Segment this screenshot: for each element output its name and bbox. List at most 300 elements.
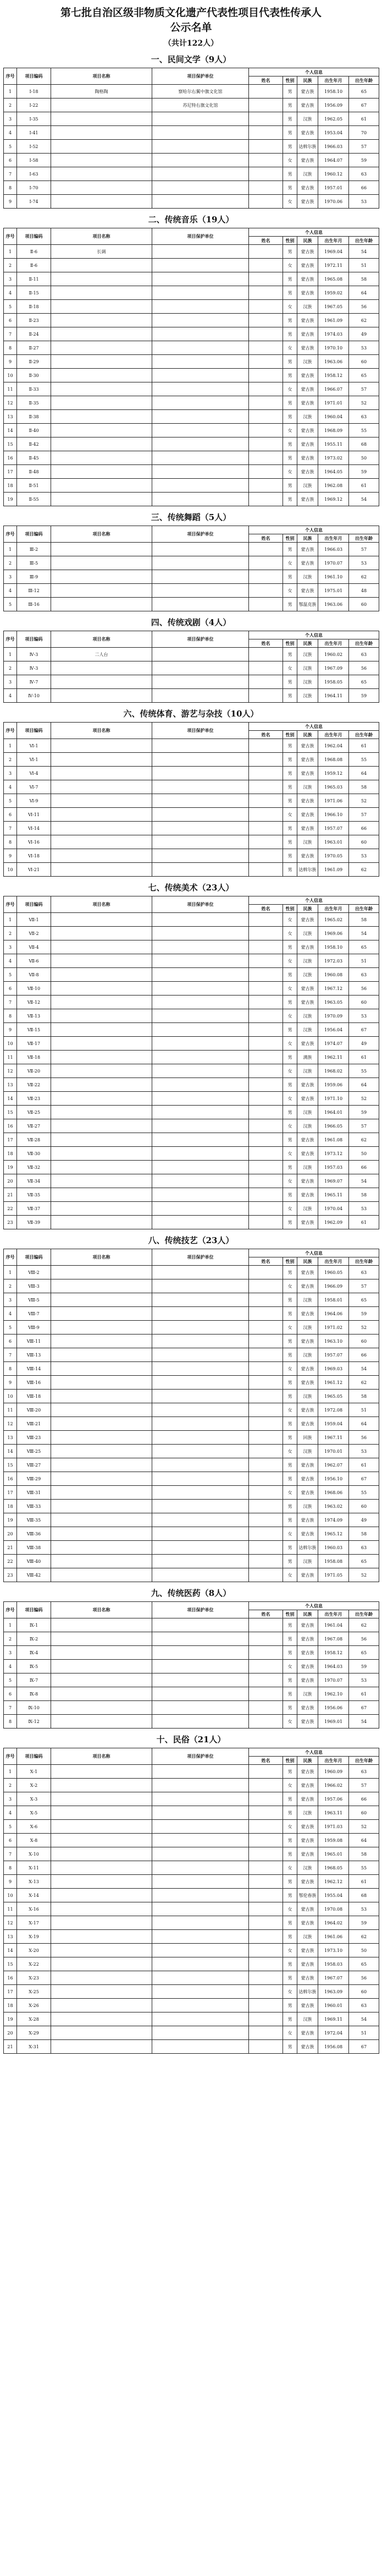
cell-no: 21: [4, 1541, 17, 1555]
cell-name: [249, 195, 283, 209]
table-row: [4, 369, 379, 382]
table-row: [4, 780, 379, 794]
cell-no: 18: [4, 1147, 17, 1161]
cell-gender: 男: [283, 1458, 297, 1472]
cell-project: [51, 1555, 152, 1568]
header-name: 姓名: [249, 1257, 283, 1266]
cell-birth: 1966.10: [318, 808, 349, 822]
cell-no: 7: [4, 167, 17, 181]
cell-birth: 1970.07: [318, 556, 349, 570]
cell-gender: 男: [283, 167, 297, 181]
cell-no: 6: [4, 1834, 17, 1847]
cell-gender: 男: [283, 2040, 297, 2054]
cell-name: [249, 112, 283, 126]
cell-birth: 1957.01: [318, 181, 349, 195]
cell-age: 51: [349, 259, 379, 272]
cell-birth: 1962.10: [318, 1687, 349, 1701]
cell-name: [249, 1376, 283, 1390]
cell-gender: 男: [283, 940, 297, 954]
cell-unit: [152, 808, 249, 822]
cell-unit: [152, 543, 249, 556]
header-unit: 项目保护单位: [152, 1249, 249, 1266]
cell-no: 19: [4, 1161, 17, 1174]
cell-age: 53: [349, 556, 379, 570]
header-ethnic: 民族: [297, 534, 318, 543]
header-birth: 出生年月: [318, 1610, 349, 1618]
table-row: [4, 927, 379, 940]
cell-unit: [152, 1568, 249, 1582]
cell-name: [249, 479, 283, 493]
cell-project: [51, 689, 152, 703]
table-row: [4, 1092, 379, 1106]
cell-unit: [152, 1875, 249, 1889]
cell-name: [249, 1715, 283, 1729]
table-row: [4, 913, 379, 927]
cell-unit: [152, 355, 249, 369]
table-row: [4, 598, 379, 611]
cell-code: Ⅶ-10: [17, 982, 51, 996]
table-row: [4, 1335, 379, 1348]
cell-name: [249, 1618, 283, 1632]
cell-gender: 女: [283, 982, 297, 996]
cell-code: Ⅷ-9: [17, 1321, 51, 1335]
cell-age: 62: [349, 1376, 379, 1390]
header-age: 出生年龄: [349, 237, 379, 245]
cell-age: 62: [349, 1133, 379, 1147]
cell-ethnic: 蒙古族: [297, 940, 318, 954]
cell-ethnic: 蒙古族: [297, 1279, 318, 1293]
header-project: 项目名称: [51, 526, 152, 543]
cell-age: 64: [349, 1417, 379, 1431]
cell-code: Ⅹ-11: [17, 1861, 51, 1875]
cell-age: 64: [349, 1078, 379, 1092]
cell-unit: [152, 835, 249, 849]
cell-project: [51, 1834, 152, 1847]
cell-project: [51, 1660, 152, 1673]
cell-age: 63: [349, 410, 379, 424]
cell-no: 19: [4, 493, 17, 506]
cell-name: [249, 689, 283, 703]
cell-gender: 男: [283, 1930, 297, 1944]
cell-project: [51, 1174, 152, 1188]
cell-name: [249, 1806, 283, 1820]
table-row: [4, 1902, 379, 1916]
table-row: [4, 99, 379, 112]
cell-ethnic: 汉族: [297, 675, 318, 689]
cell-unit: [152, 1119, 249, 1133]
cell-no: 5: [4, 598, 17, 611]
cell-ethnic: 汉族: [297, 1390, 318, 1403]
cell-ethnic: 汉族: [297, 1930, 318, 1944]
cell-code: Ⅶ-13: [17, 1009, 51, 1023]
table-row: [4, 675, 379, 689]
cell-no: 20: [4, 1527, 17, 1541]
cell-no: 2: [4, 99, 17, 112]
cell-code: Ⅳ-7: [17, 675, 51, 689]
cell-age: 53: [349, 1445, 379, 1458]
cell-no: 1: [4, 1618, 17, 1632]
cell-age: 52: [349, 1820, 379, 1834]
cell-unit: [152, 1307, 249, 1321]
cell-unit: [152, 968, 249, 982]
cell-unit: [152, 1202, 249, 1216]
table-row: [4, 1458, 379, 1472]
table-row: [4, 1023, 379, 1037]
cell-gender: 男: [283, 1701, 297, 1715]
cell-no: 5: [4, 1820, 17, 1834]
header-gender: 性别: [283, 237, 297, 245]
cell-age: 57: [349, 543, 379, 556]
cell-name: [249, 1985, 283, 1999]
table-row: [4, 1362, 379, 1376]
cell-project: [51, 437, 152, 451]
cell-name: [249, 2026, 283, 2040]
cell-name: [249, 396, 283, 410]
cell-ethnic: 蒙古族: [297, 99, 318, 112]
cell-unit: [152, 1216, 249, 1229]
cell-unit: [152, 1847, 249, 1861]
cell-age: 67: [349, 1701, 379, 1715]
cell-unit: [152, 794, 249, 808]
cell-ethnic: 蒙古族: [297, 1834, 318, 1847]
table-row: [4, 1673, 379, 1687]
cell-project: [51, 1362, 152, 1376]
cell-birth: 1967.08: [318, 1632, 349, 1646]
cell-birth: 1964.01: [318, 1106, 349, 1119]
cell-unit: [152, 1064, 249, 1078]
cell-age: 60: [349, 355, 379, 369]
cell-unit: [152, 1902, 249, 1916]
cell-name: [249, 1902, 283, 1916]
cell-birth: 1963.09: [318, 1985, 349, 1999]
table-row: [4, 739, 379, 753]
cell-code: Ⅸ-10: [17, 1701, 51, 1715]
cell-name: [249, 424, 283, 437]
cell-name: [249, 1779, 283, 1792]
section-table: [3, 722, 379, 877]
cell-name: [249, 126, 283, 140]
cell-ethnic: 汉族: [297, 2012, 318, 2026]
cell-code: Ⅶ-28: [17, 1133, 51, 1147]
cell-name: [249, 1279, 283, 1293]
cell-ethnic: 达斡尔族: [297, 863, 318, 877]
cell-project: [51, 996, 152, 1009]
cell-gender: 男: [283, 99, 297, 112]
cell-age: 58: [349, 913, 379, 927]
cell-name: [249, 2012, 283, 2026]
header-ethnic: 民族: [297, 639, 318, 648]
cell-age: 62: [349, 863, 379, 877]
cell-no: 11: [4, 1051, 17, 1064]
cell-code: Ⅱ-11: [17, 272, 51, 286]
cell-name: [249, 1971, 283, 1985]
cell-no: 9: [4, 849, 17, 863]
cell-no: 5: [4, 1321, 17, 1335]
cell-ethnic: 达斡尔族: [297, 140, 318, 154]
header-name: 姓名: [249, 1757, 283, 1765]
cell-name: [249, 1064, 283, 1078]
cell-unit: [152, 863, 249, 877]
table-row: [4, 1660, 379, 1673]
cell-no: 14: [4, 1445, 17, 1458]
cell-unit: [152, 259, 249, 272]
table-row: [4, 1037, 379, 1051]
cell-name: [249, 1445, 283, 1458]
cell-birth: 1965.03: [318, 780, 349, 794]
cell-project: [51, 1417, 152, 1431]
cell-ethnic: 蒙古族: [297, 1916, 318, 1930]
cell-project: [51, 396, 152, 410]
cell-birth: 1962.09: [318, 1216, 349, 1229]
cell-ethnic: 达斡尔族: [297, 1985, 318, 1999]
cell-birth: 1972.08: [318, 1403, 349, 1417]
cell-ethnic: 汉族: [297, 1202, 318, 1216]
cell-no: 3: [4, 1293, 17, 1307]
cell-ethnic: 汉族: [297, 1293, 318, 1307]
cell-ethnic: 汉族: [297, 927, 318, 940]
cell-project: [51, 1875, 152, 1889]
cell-name: [249, 1431, 283, 1445]
cell-project: [51, 1119, 152, 1133]
table-row: [4, 661, 379, 675]
cell-no: 21: [4, 2040, 17, 2054]
cell-no: 5: [4, 300, 17, 314]
cell-gender: 男: [283, 780, 297, 794]
cell-code: Ⅱ-42: [17, 437, 51, 451]
cell-no: 4: [4, 689, 17, 703]
cell-project: [51, 382, 152, 396]
cell-ethnic: 汉族: [297, 1064, 318, 1078]
cell-birth: 1961.04: [318, 1618, 349, 1632]
cell-no: 8: [4, 1362, 17, 1376]
table-row: [4, 1064, 379, 1078]
cell-birth: 1964.02: [318, 1916, 349, 1930]
cell-age: 49: [349, 1037, 379, 1051]
header-ethnic: 民族: [297, 1757, 318, 1765]
cell-age: 59: [349, 1916, 379, 1930]
table-row: [4, 1944, 379, 1957]
cell-gender: 男: [283, 570, 297, 584]
cell-project: [51, 1216, 152, 1229]
cell-unit: [152, 584, 249, 598]
cell-ethnic: 蒙古族: [297, 1660, 318, 1673]
cell-age: 54: [349, 1174, 379, 1188]
cell-gender: 男: [283, 996, 297, 1009]
header-no: 序号: [4, 723, 17, 739]
cell-birth: 1956.10: [318, 1472, 349, 1486]
cell-birth: 1961.08: [318, 1133, 349, 1147]
cell-project: [51, 1064, 152, 1078]
cell-birth: 1959.12: [318, 767, 349, 780]
cell-age: 67: [349, 99, 379, 112]
cell-project: [51, 1944, 152, 1957]
header-unit: 项目保护单位: [152, 68, 249, 85]
cell-code: Ⅱ-40: [17, 424, 51, 437]
cell-code: Ⅱ-15: [17, 286, 51, 300]
cell-name: [249, 245, 283, 259]
cell-gender: 女: [283, 808, 297, 822]
cell-project: [51, 982, 152, 996]
cell-unit: [152, 648, 249, 661]
cell-gender: 男: [283, 1806, 297, 1820]
cell-unit: [152, 556, 249, 570]
cell-unit: [152, 689, 249, 703]
cell-age: 49: [349, 327, 379, 341]
cell-project: [51, 1106, 152, 1119]
cell-ethnic: 蒙古族: [297, 1307, 318, 1321]
cell-age: 70: [349, 126, 379, 140]
header-gender: 性别: [283, 905, 297, 913]
cell-age: 61: [349, 1687, 379, 1701]
cell-name: [249, 154, 283, 167]
cell-ethnic: 汉族: [297, 1861, 318, 1875]
table-row: [4, 1646, 379, 1660]
cell-gender: 男: [283, 1472, 297, 1486]
cell-no: 3: [4, 272, 17, 286]
cell-project: [51, 369, 152, 382]
cell-name: [249, 954, 283, 968]
table-row: [4, 954, 379, 968]
cell-unit: [152, 1431, 249, 1445]
cell-no: 11: [4, 1403, 17, 1417]
header-project: 项目名称: [51, 723, 152, 739]
table-row: [4, 85, 379, 99]
table-row: [4, 1889, 379, 1902]
header-age: 出生年龄: [349, 534, 379, 543]
cell-age: 53: [349, 1902, 379, 1916]
cell-code: Ⅶ-15: [17, 1023, 51, 1037]
cell-age: 65: [349, 1555, 379, 1568]
cell-ethnic: 汉族: [297, 1806, 318, 1820]
cell-project: [51, 753, 152, 767]
cell-no: 2: [4, 1279, 17, 1293]
header-personal-info: 个人信息: [249, 723, 379, 731]
cell-ethnic: 蒙古族: [297, 584, 318, 598]
cell-gender: 男: [283, 1618, 297, 1632]
cell-gender: 男: [283, 355, 297, 369]
cell-name: [249, 1307, 283, 1321]
cell-ethnic: 蒙古族: [297, 465, 318, 479]
cell-gender: 女: [283, 1403, 297, 1417]
cell-ethnic: 蒙古族: [297, 543, 318, 556]
table-row: [4, 1930, 379, 1944]
cell-project: [51, 835, 152, 849]
cell-age: 67: [349, 2040, 379, 2054]
cell-birth: 1958.10: [318, 940, 349, 954]
cell-no: 3: [4, 1792, 17, 1806]
cell-no: 21: [4, 1188, 17, 1202]
cell-gender: 女: [283, 661, 297, 675]
table-row: [4, 1403, 379, 1417]
cell-age: 50: [349, 1944, 379, 1957]
cell-gender: 男: [283, 863, 297, 877]
cell-ethnic: 蒙古族: [297, 1673, 318, 1687]
cell-gender: 男: [283, 327, 297, 341]
cell-gender: 男: [283, 767, 297, 780]
cell-birth: 1969.03: [318, 1362, 349, 1376]
cell-ethnic: 蒙古族: [297, 808, 318, 822]
cell-unit: [152, 1820, 249, 1834]
cell-code: Ⅷ-38: [17, 1541, 51, 1555]
cell-code: Ⅰ-74: [17, 195, 51, 209]
cell-gender: 男: [283, 140, 297, 154]
cell-birth: 1971.02: [318, 1321, 349, 1335]
cell-age: 61: [349, 1875, 379, 1889]
cell-code: Ⅱ-38: [17, 410, 51, 424]
cell-birth: 1974.03: [318, 327, 349, 341]
cell-birth: 1973.12: [318, 1147, 349, 1161]
cell-gender: 男: [283, 1417, 297, 1431]
cell-ethnic: 蒙古族: [297, 1092, 318, 1106]
header-age: 出生年龄: [349, 1757, 379, 1765]
header-gender: 性别: [283, 1610, 297, 1618]
cell-age: 53: [349, 1009, 379, 1023]
cell-birth: 1970.07: [318, 1673, 349, 1687]
cell-name: [249, 1216, 283, 1229]
cell-name: [249, 327, 283, 341]
cell-birth: 1964.07: [318, 154, 349, 167]
cell-code: Ⅶ-39: [17, 1216, 51, 1229]
cell-ethnic: 蒙古族: [297, 556, 318, 570]
cell-no: 5: [4, 1673, 17, 1687]
cell-no: 22: [4, 1202, 17, 1216]
cell-age: 66: [349, 181, 379, 195]
cell-code: Ⅹ-29: [17, 2026, 51, 2040]
cell-no: 9: [4, 1023, 17, 1037]
header-name: 姓名: [249, 534, 283, 543]
cell-code: Ⅶ-20: [17, 1064, 51, 1078]
header-project: 项目名称: [51, 1748, 152, 1765]
cell-no: 6: [4, 808, 17, 822]
cell-name: [249, 1348, 283, 1362]
cell-name: [249, 451, 283, 465]
cell-age: 57: [349, 1119, 379, 1133]
cell-name: [249, 1023, 283, 1037]
cell-unit: [152, 1335, 249, 1348]
header-age: 出生年龄: [349, 731, 379, 739]
cell-code: Ⅱ-45: [17, 451, 51, 465]
cell-name: [249, 913, 283, 927]
cell-ethnic: 蒙古族: [297, 382, 318, 396]
header-name: 姓名: [249, 731, 283, 739]
cell-gender: 女: [283, 1202, 297, 1216]
cell-gender: 女: [283, 1486, 297, 1500]
cell-ethnic: 蒙古族: [297, 245, 318, 259]
cell-project: [51, 940, 152, 954]
table-row: [4, 140, 379, 154]
cell-name: [249, 794, 283, 808]
cell-no: 10: [4, 1037, 17, 1051]
cell-project: [51, 410, 152, 424]
cell-ethnic: 蒙古族: [297, 1417, 318, 1431]
cell-gender: 男: [283, 1431, 297, 1445]
header-unit: 项目保护单位: [152, 1602, 249, 1618]
cell-gender: 女: [283, 154, 297, 167]
cell-unit: [152, 1527, 249, 1541]
cell-no: 6: [4, 154, 17, 167]
cell-age: 66: [349, 1792, 379, 1806]
cell-age: 58: [349, 1390, 379, 1403]
cell-age: 63: [349, 1541, 379, 1555]
table-row: [4, 1834, 379, 1847]
cell-project: [51, 1527, 152, 1541]
table-row: [4, 1009, 379, 1023]
table-row: [4, 1472, 379, 1486]
cell-code: Ⅲ-5: [17, 556, 51, 570]
cell-unit: [152, 451, 249, 465]
cell-code: Ⅷ-7: [17, 1307, 51, 1321]
cell-age: 60: [349, 1335, 379, 1348]
